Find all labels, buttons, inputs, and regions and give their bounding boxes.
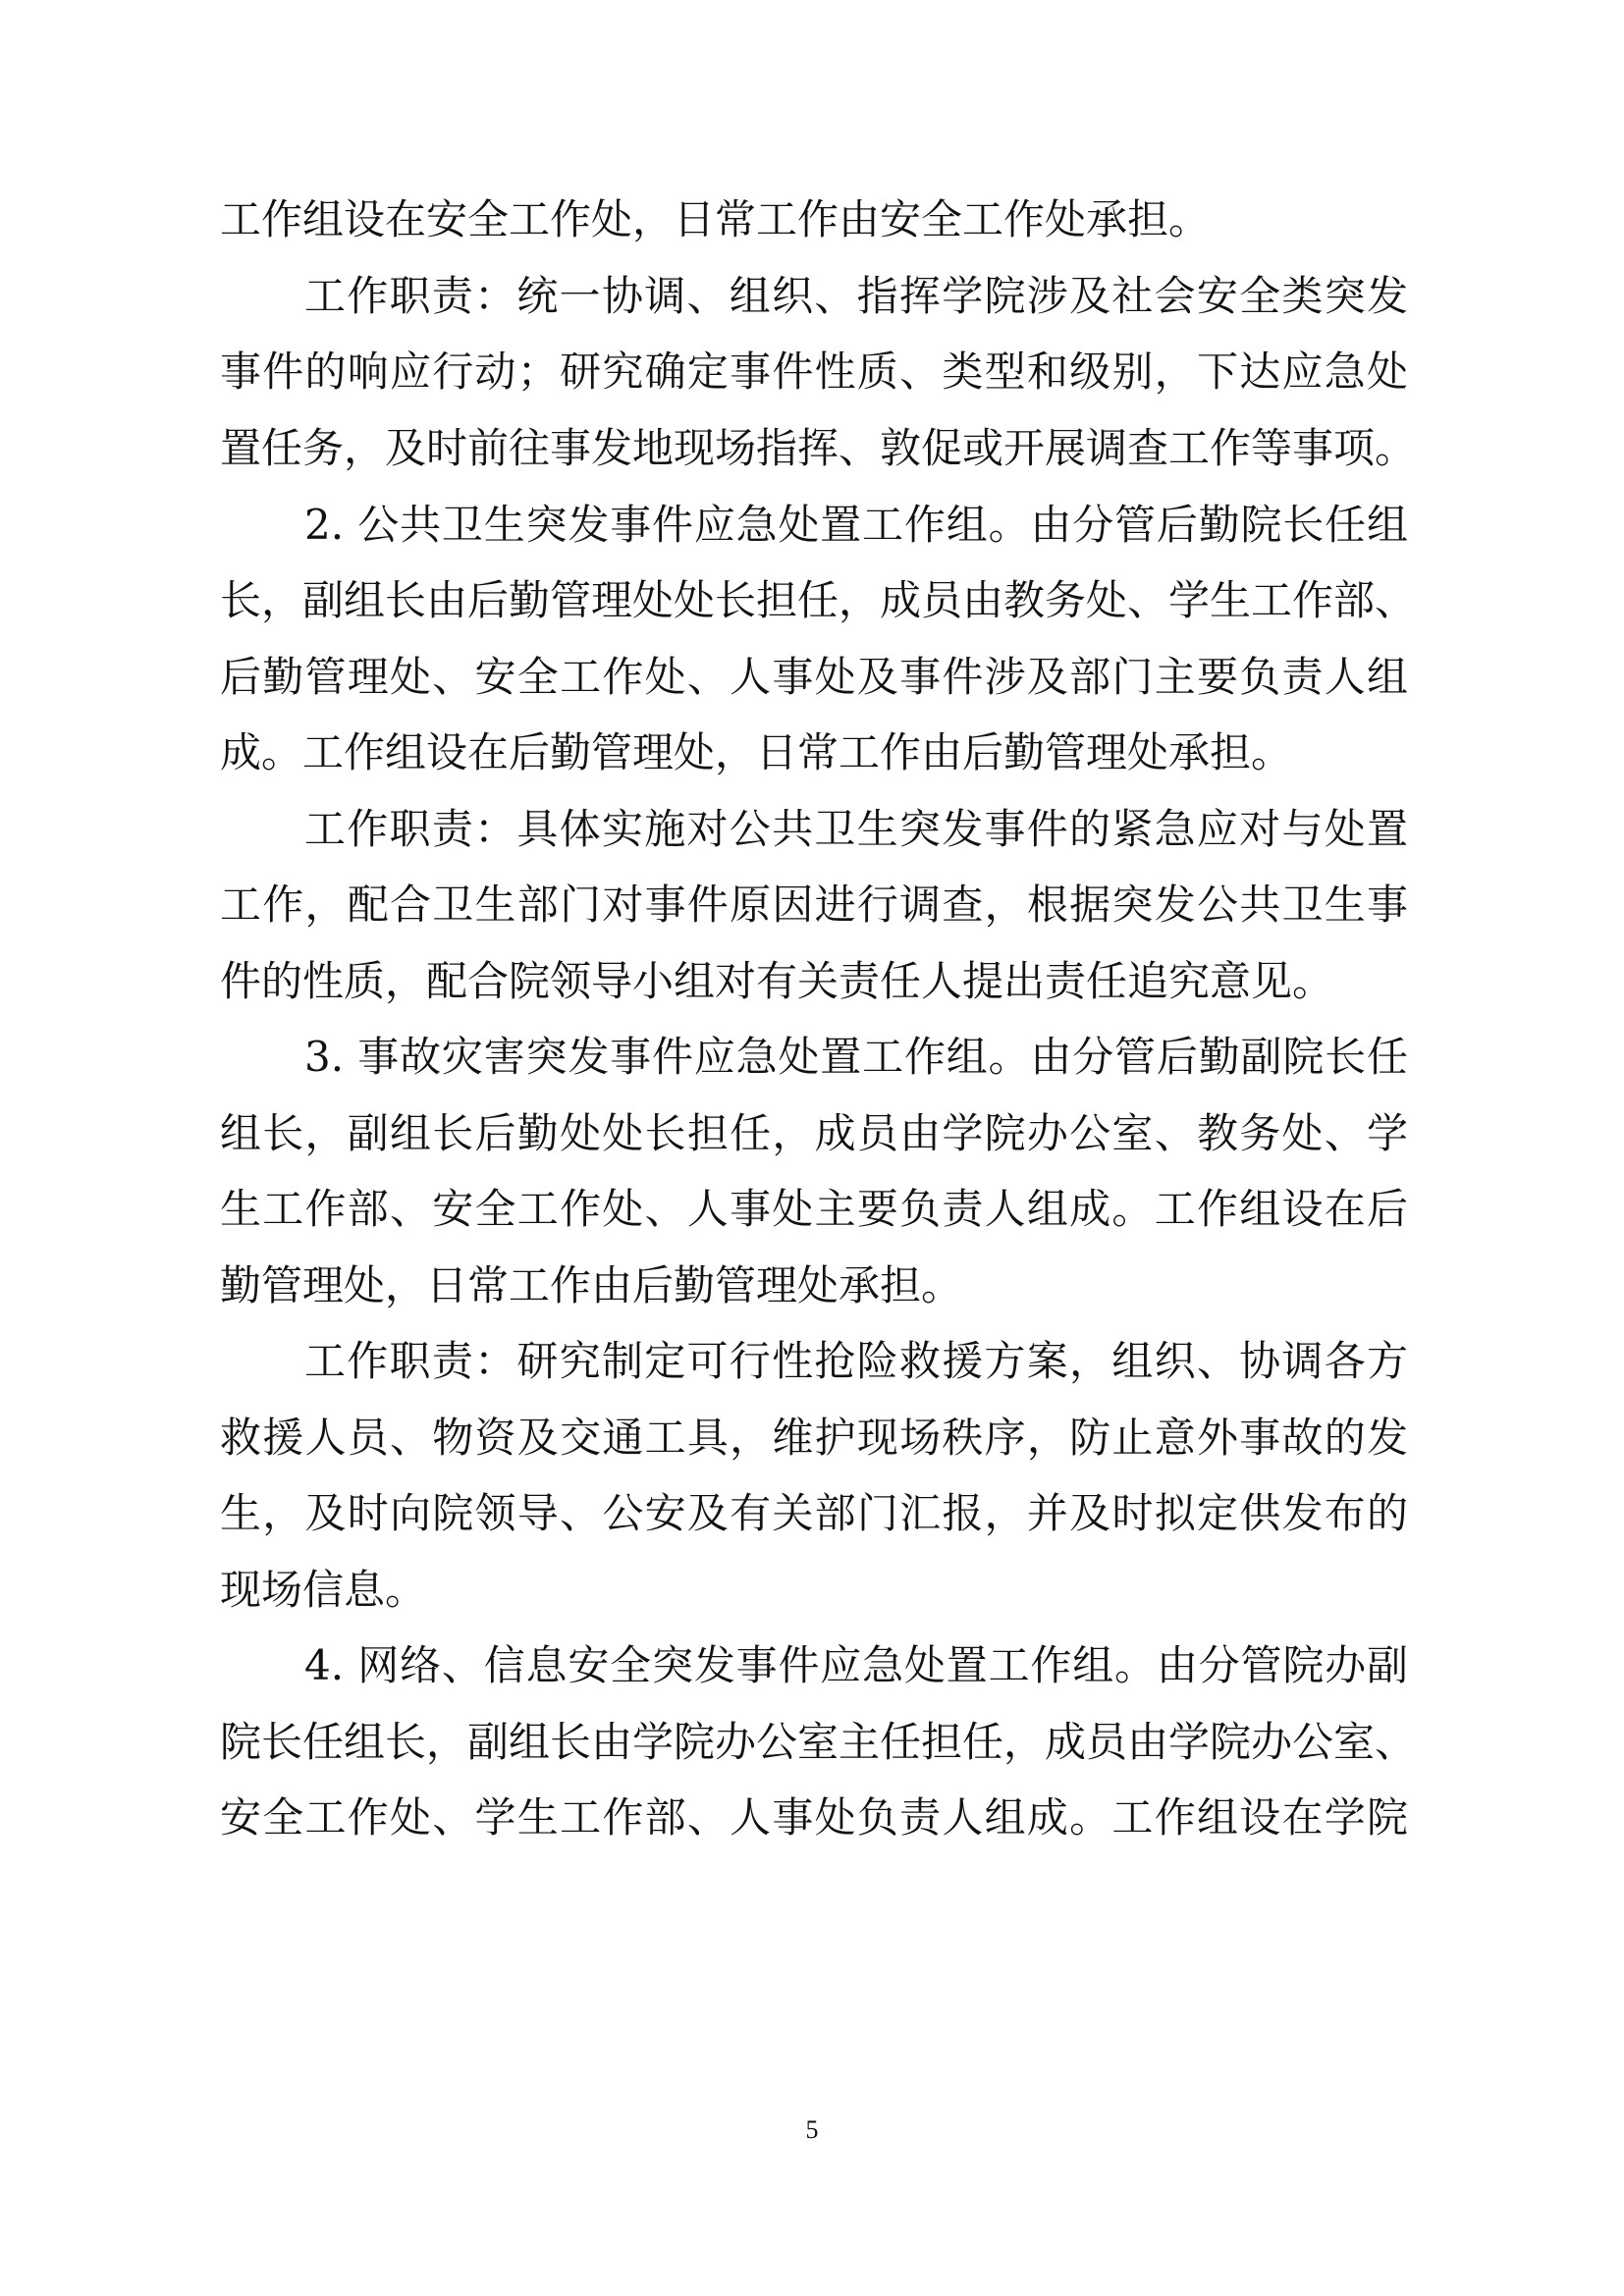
text-line: 勤管理处，日常工作由后勤管理处承担。 — [220, 1261, 963, 1309]
text-line: 工作职责：统一协调、组织、指挥学院涉及社会安全类突发 — [304, 272, 1408, 320]
text-line: 工作，配合卫生部门对事件原因进行调查，根据突发公共卫生事 — [220, 881, 1408, 929]
text-line: 成。工作组设在后勤管理处，日常工作由后勤管理处承担。 — [220, 728, 1293, 776]
text-line: 工作组设在安全工作处，日常工作由安全工作处承担。 — [220, 195, 1211, 243]
text-line: 2. 公共卫生突发事件应急处置工作组。由分管后勤院长任组 — [304, 501, 1408, 549]
text-line: 安全工作处、学生工作部、人事处负责人组成。工作组设在学院 — [220, 1793, 1408, 1842]
text-line: 件的性质，配合院领导小组对有关责任人提出责任追究意见。 — [220, 957, 1334, 1005]
text-line: 置任务，及时前往事发地现场指挥、敦促或开展调查工作等事项。 — [220, 424, 1417, 472]
text-line: 救援人员、物资及交通工具，维护现场秩序，防止意外事故的发 — [220, 1414, 1408, 1462]
text-line: 后勤管理处、安全工作处、人事处及事件涉及部门主要负责人组 — [220, 653, 1408, 701]
text-line: 院长任组长，副组长由学院办公室主任担任，成员由学院办公室、 — [220, 1718, 1417, 1766]
text-line: 工作职责：具体实施对公共卫生突发事件的紧急应对与处置 — [304, 805, 1408, 853]
text-line: 3. 事故灾害突发事件应急处置工作组。由分管后勤副院长任 — [304, 1033, 1408, 1081]
text-line: 长，副组长由后勤管理处处长担任，成员由教务处、学生工作部、 — [220, 576, 1417, 624]
text-line: 生，及时向院领导、公安及有关部门汇报，并及时拟定供发布的 — [220, 1489, 1408, 1537]
text-line: 事件的响应行动；研究确定事件性质、类型和级别，下达应急处 — [220, 347, 1408, 396]
page-number: 5 — [805, 2115, 819, 2144]
text-line: 生工作部、安全工作处、人事处主要负责人组成。工作组设在后 — [220, 1185, 1408, 1233]
text-line: 现场信息。 — [220, 1566, 427, 1614]
text-line: 4. 网络、信息安全突发事件应急处置工作组。由分管院办副 — [304, 1641, 1408, 1689]
text-line: 工作职责：研究制定可行性抢险救援方案，组织、协调各方 — [304, 1337, 1408, 1385]
text-line: 组长，副组长后勤处处长担任，成员由学院办公室、教务处、学 — [220, 1109, 1408, 1157]
